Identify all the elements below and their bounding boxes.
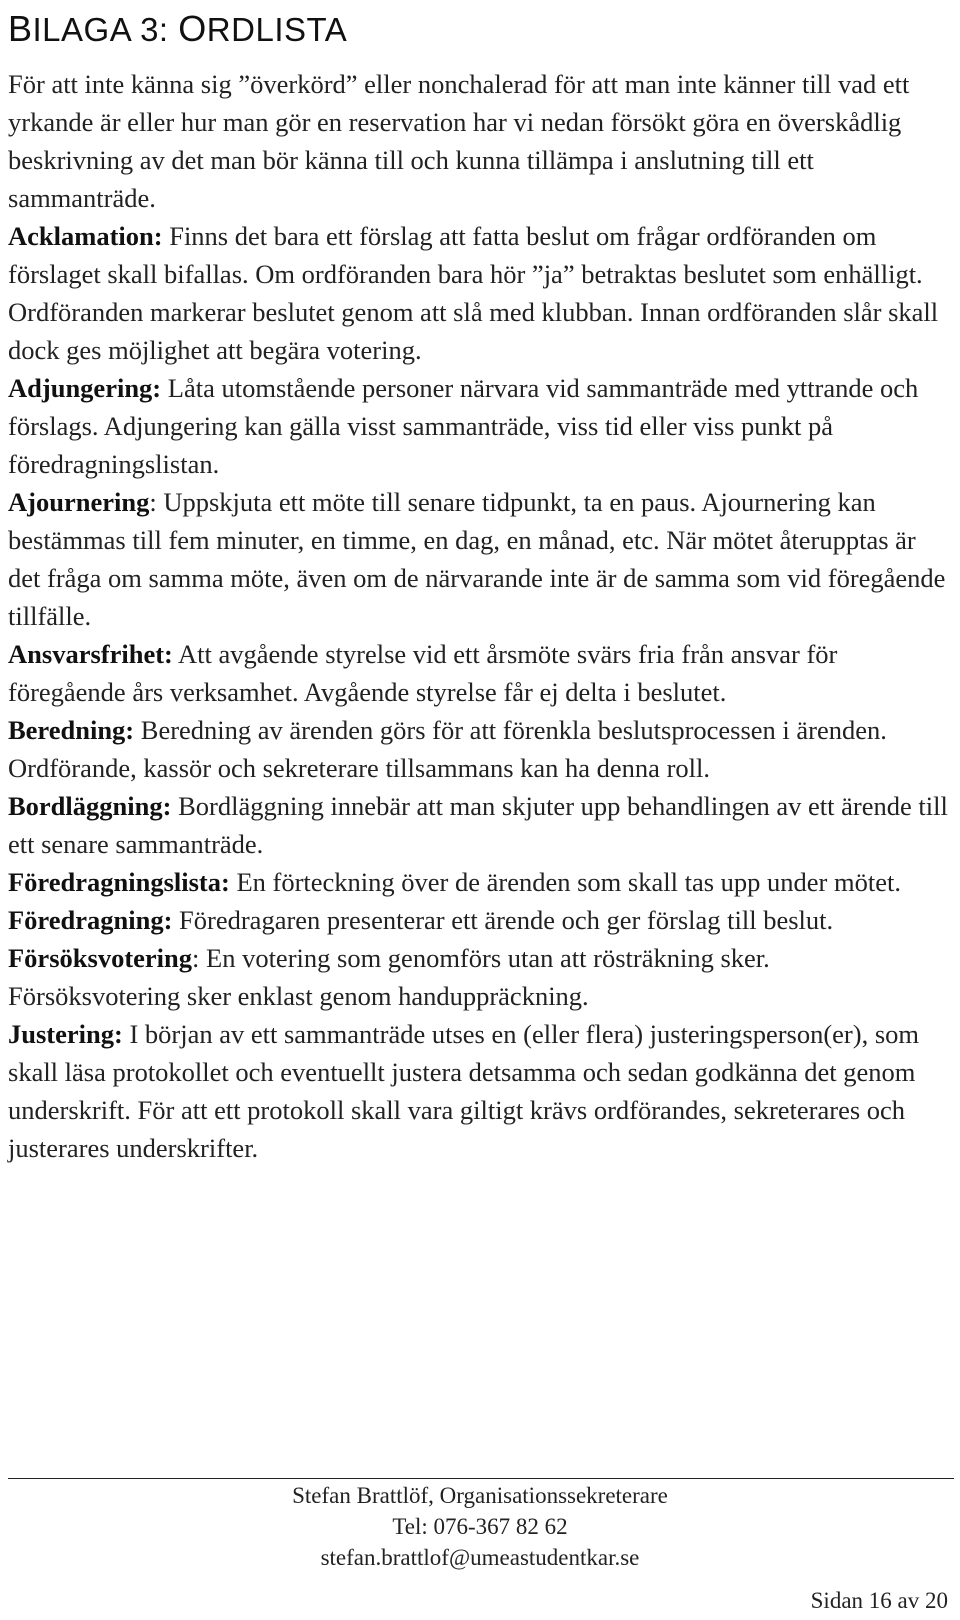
glossary-definition: : En votering som genomförs utan att rösträkning sker. Försöksvotering sker enklast genom handuppräckning. (8, 943, 770, 1011)
title-number: 3: (140, 11, 169, 48)
page-title (8, 6, 948, 53)
glossary-term: Ajournering (8, 487, 150, 517)
glossary-term: Acklamation: (8, 221, 163, 251)
glossary-entry (8, 711, 948, 787)
glossary-definition: I början av ett sammanträde utses en (eller flera) justeringsperson(er), som skall läsa protokollet och eventuellt justera detsamma och sedan godkänna det genom underskrift. För att ett protokoll skall vara giltigt krävs ordförandes, sekreterares och justerares underskrifter. (8, 1019, 920, 1163)
glossary-definition: Finns det bara ett förslag att fatta beslut om frågar ordföranden om förslaget skall bifallas. Om ordföranden bara hör ”ja” betraktas beslutet som enhälligt. Ordföranden markerar beslutet genom att slå med klubban. Innan ordföranden slår skall dock ges möjlighet att begära votering. (8, 221, 939, 365)
glossary-entry (8, 483, 948, 635)
glossary-entry (8, 939, 948, 1015)
glossary-definition: Beredning av ärenden görs för att förenkla beslutsprocessen i ärenden. Ordförande, kassör och sekreterare tillsammans kan ha denna roll. (8, 715, 887, 783)
footer-email: stefan.brattlof@umeastudentkar.se (320, 1545, 640, 1570)
title-word-initial: O (178, 8, 207, 49)
glossary-term: Föredragningslista: (8, 867, 230, 897)
glossary-entry (8, 217, 948, 369)
title-word: RDLISTA (206, 11, 348, 48)
glossary-definition: Bordläggning innebär att man skjuter upp behandlingen av ett ärende till ett senare sammanträde. (8, 791, 948, 859)
glossary-list (8, 217, 948, 1167)
document-page (8, 0, 948, 1167)
glossary-term: Beredning: (8, 715, 135, 745)
intro-paragraph: För att inte känna sig ”överkörd” eller nonchalerad för att man inte känner till vad ett yrkande är eller hur man gör en reservation har vi nedan försökt göra en överskådlig beskrivning av det man bör känna till och kunna tillämpa i anslutning till ett sammanträde. (8, 69, 910, 213)
page-number: Sidan 16 av 20 (810, 1588, 948, 1613)
glossary-entry (8, 1015, 948, 1167)
glossary-definition: : Uppskjuta ett möte till senare tidpunkt, ta en paus. Ajournering kan bestämmas till fem minuter, en timme, en dag, en månad, etc. När mötet återupptas är det fråga om samma möte, även om de närvarande inte är de samma som vid föregående tillfälle. (8, 487, 946, 631)
glossary-entry (8, 369, 948, 483)
page-footer (0, 1480, 960, 1573)
glossary-term: Justering: (8, 1019, 123, 1049)
title-initial: B (8, 8, 33, 49)
glossary-entry (8, 787, 948, 863)
title-prefix: ILAGA (32, 11, 131, 48)
glossary-term: Adjungering: (8, 373, 162, 403)
footer-divider (8, 1478, 954, 1479)
glossary-term: Föredragning: (8, 905, 173, 935)
footer-phone: Tel: 076-367 82 62 (392, 1514, 568, 1539)
glossary-term: Bordläggning: (8, 791, 172, 821)
glossary-definition: En förteckning över de ärenden som skall tas upp under mötet. (229, 867, 901, 897)
footer-name: Stefan Brattlöf, Organisationssekreterare (292, 1483, 668, 1508)
glossary-term: Försöksvotering (8, 943, 193, 973)
glossary-entry (8, 635, 948, 711)
glossary-definition: Föredragaren presenterar ett ärende och ger förslag till beslut. (172, 905, 834, 935)
glossary-entry (8, 901, 948, 939)
glossary-definition: Låta utomstående personer närvara vid sammanträde med yttrande och förslags. Adjungering kan gälla visst sammanträde, viss tid eller viss punkt på föredragningslistan. (8, 373, 919, 479)
glossary-definition: Att avgående styrelse vid ett årsmöte svärs fria från ansvar för föregående års verksamhet. Avgående styrelse får ej delta i beslutet. (8, 639, 838, 707)
glossary-term: Ansvarsfrihet: (8, 639, 173, 669)
glossary-entry (8, 863, 948, 901)
